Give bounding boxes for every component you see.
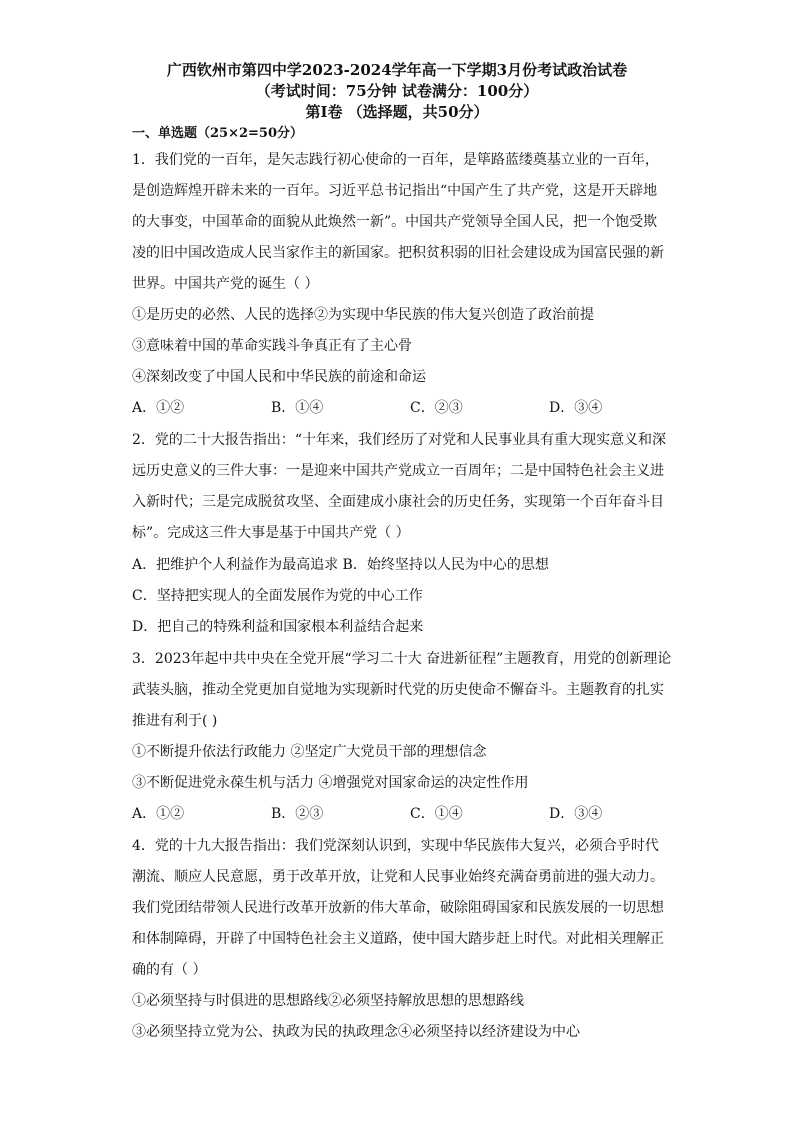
question-text-line: 的大事变，中国革命的面貌从此焕然一新”。中国共产党领导全国人民，把一个饱受欺 <box>132 214 658 230</box>
question-text-line: 远历史意义的三件大事：一是迎来中国共产党成立一百周年；二是中国特色社会主义进 <box>132 463 664 479</box>
option-line: D．把自己的特殊利益和国家根本利益结合起来 <box>132 619 424 635</box>
option-b: B．①④ <box>271 400 324 416</box>
question-text-line: 1．我们党的一百年，是矢志践行初心使命的一百年，是筚路蓝缕奠基立业的一百年， <box>132 152 659 168</box>
question-text-line: 标”。完成这三件大事是基于中国共产党（ ） <box>132 525 410 541</box>
question-text-line: 4．党的十九大报告指出：我们党深刻认识到，实现中华民族伟大复兴，必须合乎时代 <box>132 838 659 854</box>
statement-item: ③必须坚持立党为公、执政为民的执政理念④必须坚持以经济建设为中心 <box>132 1024 580 1040</box>
section-heading: 一、单选题（25×2=50分） <box>132 126 304 141</box>
exam-title: 广西钦州市第四中学2023-2024学年高一下学期3月份考试政治试卷 <box>166 61 628 79</box>
question-text-line: 我们党团结带领人民进行改革开放新的伟大革命，破除阻碍国家和民族发展的一切思想 <box>132 900 664 916</box>
statement-item: ④深刻改变了中国人民和中华民族的前途和命运 <box>132 369 426 385</box>
statement-item: ③意味着中国的革命实践斗争真正有了主心骨 <box>132 338 412 354</box>
statement-item: ③不断促进党永葆生机与活力 ④增强党对国家命运的决定性作用 <box>132 775 529 791</box>
question-text-line: 武装头脑，推动全党更加自觉地为实现新时代党的历史使命不懈奋斗。主题教育的扎实 <box>132 682 664 698</box>
option-c: C．②③ <box>410 400 463 416</box>
statement-item: ①是历史的必然、人民的选择②为实现中华民族的伟大复兴创造了政治前提 <box>132 307 594 323</box>
option-a: A．①② <box>132 400 185 416</box>
question-text-line: 推进有利于( ) <box>132 713 218 729</box>
question-text-line: 世界。中国共产党的诞生（ ） <box>132 276 319 292</box>
option-c: C．①④ <box>410 806 463 822</box>
option-d: D．③④ <box>549 400 603 416</box>
question-text-line: 和体制障碍，开辟了中国特色社会主义道路，使中国大踏步赶上时代。对此相关理解正 <box>132 931 664 947</box>
statement-item: ①不断提升依法行政能力 ②坚定广大党员干部的理想信念 <box>132 744 487 760</box>
question-text-line: 3．2023年起中共中央在全党开展“学习二十大 奋进新征程”主题教育，用党的创新理论 <box>132 651 672 667</box>
question-text-line: 是创造辉煌开辟未来的一百年。习近平总书记指出“中国产生了共产党，这是开天辟地 <box>132 183 658 199</box>
question-text-line: 潮流、顺应人民意愿，勇于改革开放，让党和人民事业始终充满奋勇前进的强大动力。 <box>132 869 664 885</box>
question-text-line: 确的有（ ） <box>132 962 207 978</box>
question-text-line: 凌的旧中国改造成人民当家作主的新国家。把积贫积弱的旧社会建设成为国富民强的新 <box>132 245 664 261</box>
option-line: A．把维护个人利益作为最高追求 B．始终坚持以人民为中心的思想 <box>132 557 549 573</box>
option-line: C．坚持把实现人的全面发展作为党的中心工作 <box>132 588 423 604</box>
question-text-line: 2．党的二十大报告指出：“十年来，我们经历了对党和人民事业具有重大现实意义和深 <box>132 432 667 448</box>
option-a: A．①② <box>132 806 185 822</box>
option-d: D．③④ <box>549 806 603 822</box>
exam-subtitle: （考试时间：75分钟 试卷满分：100分） <box>255 82 539 100</box>
part-heading: 第Ⅰ卷 （选择题，共50分） <box>305 103 489 121</box>
option-b: B．②③ <box>271 806 324 822</box>
statement-item: ①必须坚持与时俱进的思想路线②必须坚持解放思想的思想路线 <box>132 993 524 1009</box>
question-text-line: 入新时代；三是完成脱贫攻坚、全面建成小康社会的历史任务，实现第一个百年奋斗目 <box>132 494 664 510</box>
